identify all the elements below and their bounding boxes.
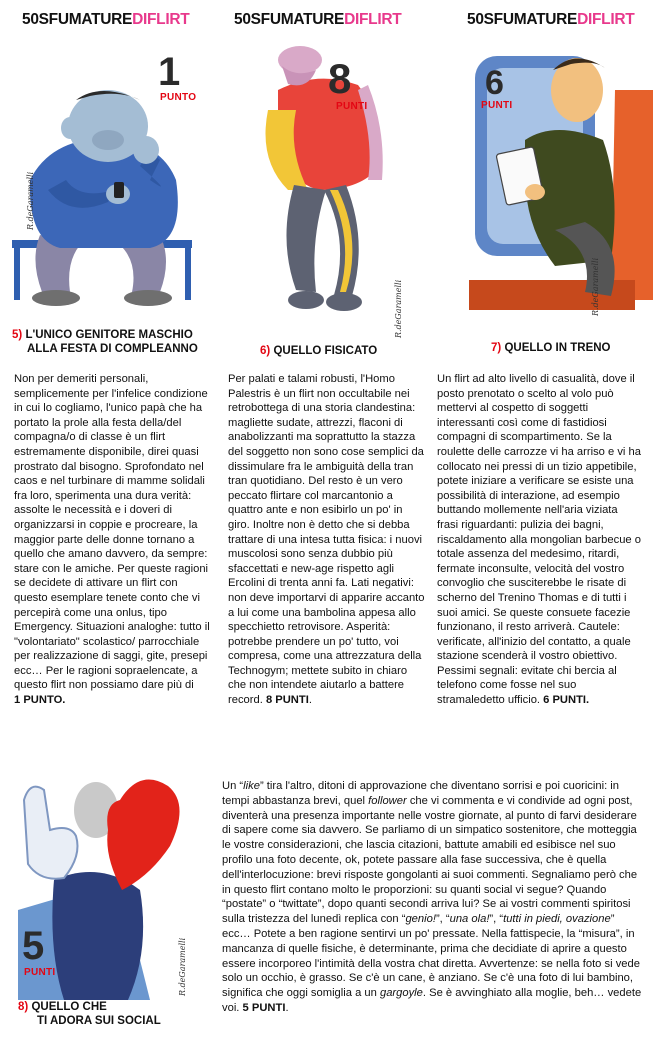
column-treno-text: Un flirt ad alto livello di casualità, dove il posto prenotato o scelto al volo può mettervi al cospetto di soggetti interessanti così come di fastidiosi compagni di scompartimento. Se la roulette delle carrozze vi ha arriso e vi ha collocato nei pressi di un tizio appetibile, potete iniziare a verificare se esiste una possibilità di interazione, ad esempio buttando mollemente nell'aria viziata frasi riguardanti: pulizia dei bagni, riscaldamento alla mongolian barbecue o totale assenza del medesimo, ritardi, fermate inconsulte, velocità del vostro convoglio che susciterebbe le risate di scherno del Trenino Thomas e di tutti i suoi amici. Se queste consuete facezie funzionano, il resto arriverà. Cautele: verificate, all'inizio del contatto, a quale stazione scenderà il vostro obiettivo. Pessimi segnali: evitate chi bercia al telefono come fosse nel suo stramaledetto ufficio. 6 PUNTI. xyxy=(437,373,641,707)
column-social-text: Un “like” tira l'altro, ditoni di approvazione che diventano sorrisi e poi cuoricini: in tempi abbastanza brevi, quel follower che vi commenta e vi condivide ad ogni post, diventerà una presenza importante nelle vostre giornate, al punto di farvi desiderare di sapere come sia davvero. Se parliamo di un simpatico sostenitore, che motteggia le vostre considerazioni, che lascia citazioni, battute amabili ed esibisce nel suo profilo una foto decente, ok, potete passare alla fase successiva, che è quella dell'interlocuzione: brevi risposte gongolanti ai suoi commenti. Segnaliamo però che in questo flirt contano molto le proporzioni: su quanti social vi segue? Quando “postate” o “twittate”, dopo quanti secondi arriva lui? Se ai vostri commenti spiritosi sulla tristezza del lunedì replica con “genio!”, “una ola!”, “tutti in piedi, ovazione” ecc… Potete a ben ragione sentirvi un po' pressate. Nella fattispecie, la “misura”, in mancanza di quelle fisiche, è determinante, prima che decidiate di aprire a questo essere incorporeo l'intimità della vostra chat diretta. Avvertenze: se nella foto si vede solo un occhio, è grasso. Se c'è un cane, è anziano. Se c'è una foto di lui bambino, significa che oggi somiglia a un gargoyle. Se è avvinghiato alla moglie, beh… vedete voi. 5 PUNTI. xyxy=(222,780,642,1014)
column-fisicato-text: Per palati e talami robusti, l'Homo Palestris è un flirt non occultabile nei retrobottega di una storia clandestina: magliette sudate, attrezzi, flaconi di anabolizzanti ma soprattutto la stazza del soggetto non sono cose semplici da dissimulare fra le ambiguità della tran tran quotidiano. Del resto è un vero peccato flirtare col marcantonio a quattro ante e non esibirlo un po' in giro. Inoltre non è detto che si debba trattare di una intesa tutta fisica: i nuovi muscolosi sono senza dubbio più sfaccettati e new-age rispetto agli Ercolini di trenta anni fa. Lati negativi: non deve importarvi di apparire accanto a lui come una bambolina appesa allo specchietto retrovisore. Asperità: potrebbe prendere un po' tutto, voi compresa, come una attrezzatura della Technogym; mettete subito in chiaro che non intendete aiutarlo a battere record. 8 PUNTI. xyxy=(228,373,425,707)
score-number: 1 xyxy=(158,50,181,94)
card-social xyxy=(0,760,218,1043)
score-unit: PUNTO xyxy=(160,92,197,103)
score-unit: PUNTI xyxy=(481,100,513,111)
score-unit: PUNTI xyxy=(24,967,56,978)
card-caption: 5) L'UNICO GENITORE MASCHIO xyxy=(12,329,193,341)
score-number: 8 xyxy=(328,55,352,102)
card-caption: 6) QUELLO FISICATO xyxy=(260,345,378,357)
card-fisicato xyxy=(218,0,435,362)
artist-signature: R.deGaramelli xyxy=(591,257,600,316)
card-genitore xyxy=(0,0,218,362)
brand-logo: 50SFUMATUREDIFLIRT xyxy=(234,11,402,28)
card-caption: 7) QUELLO IN TRENO xyxy=(491,342,611,354)
score-number: 6 xyxy=(485,64,504,102)
card-caption: 8) QUELLO CHE xyxy=(18,1001,107,1013)
score-unit: PUNTI xyxy=(336,101,368,112)
illustration-train-man xyxy=(435,30,653,330)
card-caption-line2: ALLA FESTA DI COMPLEANNO xyxy=(27,343,198,355)
artist-signature: R.deGaramelli xyxy=(394,279,403,338)
card-treno xyxy=(435,0,653,362)
column-genitore-text: Non per demeriti personali, semplicemente per l'infelice condizione in cui lo cogliamo, l'unico papà che ha portato la prole alla festa della/del compagna/o di classe è un flirt estremamente disponibile, direi quasi prostrato dal bisogno. Sprofondato nel caos e nel turbinare di mamme solidali fra loro, sperimenta una dura verità: assolte le necessità e i doveri di organizzarsi in coppie e procreare, la maggior parte delle donne tornano a quello che amano davvero, da sempre: stare con le amiche. Per queste ragioni se decidete di attivare un flirt con questo esemplare tenete conto che vi percepirà come una onlus, tipo Emergency. Situazioni analoghe: tutto il "volontariato" scolastico/ parrocchiale per realizzazione di saggi, gite, presepi ecc… Per le ragioni sopraelencate, a questo flirt non possiamo dare più di 1 PUNTO. xyxy=(14,372,214,708)
card-caption-line2: TI ADORA SUI SOCIAL xyxy=(37,1015,161,1027)
score-number: 5 xyxy=(22,924,45,968)
score-label: 8 PUNTI xyxy=(265,694,309,707)
score-label: 1 PUNTO. xyxy=(14,694,66,707)
score-label: 5 PUNTI xyxy=(242,1001,286,1014)
brand-logo: 50SFUMATUREDIFLIRT xyxy=(467,11,635,28)
score-label: 6 PUNTI. xyxy=(543,694,590,707)
artist-signature: R.deGaramelli xyxy=(26,171,35,230)
artist-signature: R.deGaramelli xyxy=(178,937,187,996)
brand-logo: 50SFUMATUREDIFLIRT xyxy=(22,11,190,28)
